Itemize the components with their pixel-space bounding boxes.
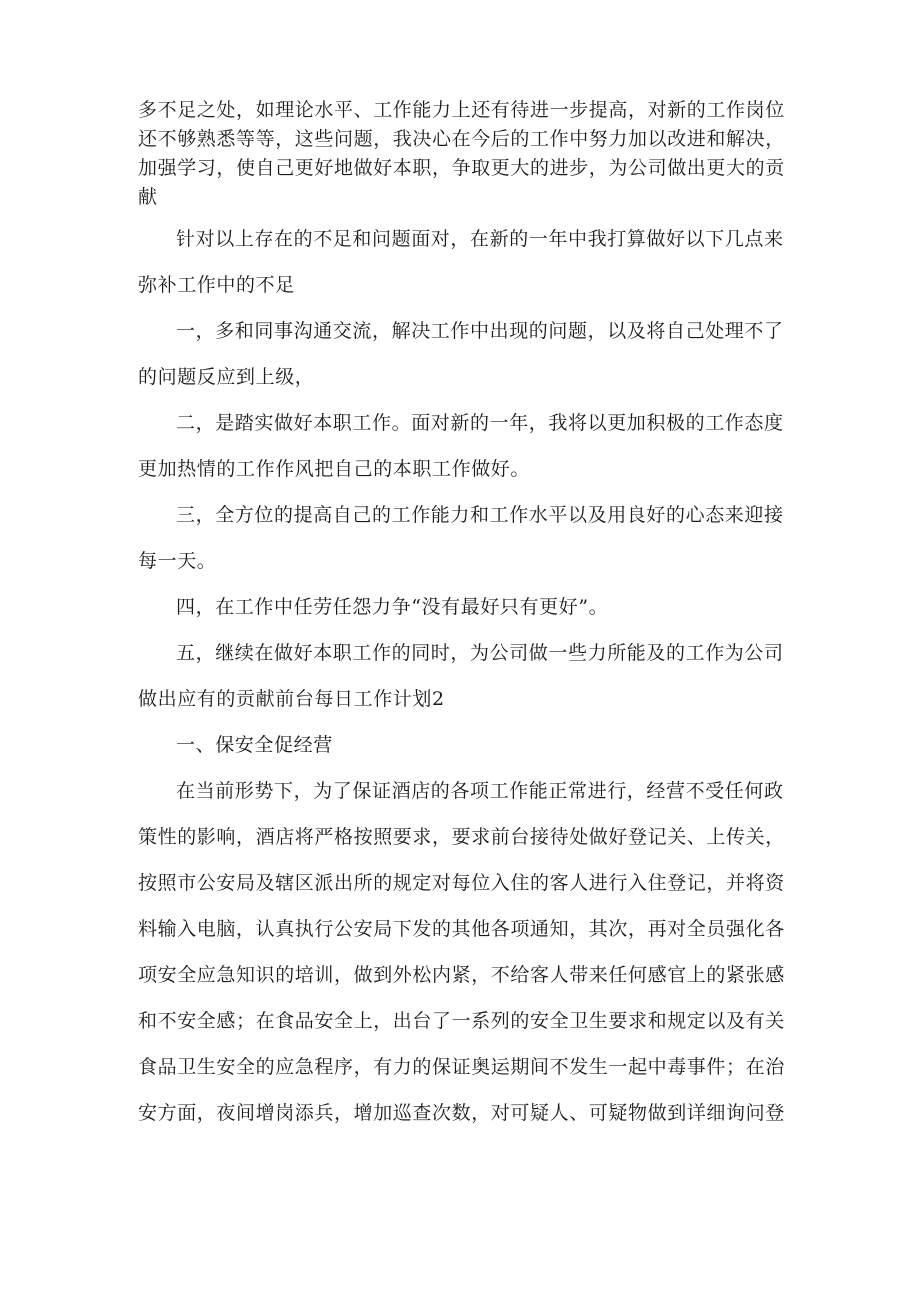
paragraph-safety-body: 在当前形势下，为了保证酒店的各项工作能正常进行，经营不受任何政策性的影响，酒店将严格按照要求，要求前台接待处做好登记关、上传关，按照市公安局及辖区派出所的规定对每位入住的客人进行入住登记，并将资料输入电脑，认真执行公安局下发的其他各项通知，其次，再对全员强化各项安全应急知识的培训，做到外松内紧，不给客人带来任何感官上的紧张感和不安全感；在食品安全上，出台了一系列的安全卫生要求和规定以及有关食品卫生安全的应急程序，有力的保证奥运期间不发生一起中毒事件；在治安方面，夜间增岗添兵，增加巡查次数，对可疑人、可疑物做到详细询问登 <box>138 780 785 1124</box>
paragraph-item-five: 五，继续在做好本职工作的同时，为公司做一些力所能及的工作为公司做出应有的贡献前台每日工作计划2 <box>138 642 784 710</box>
section-heading-safety: 一、保安全促经营 <box>176 734 333 756</box>
paragraph-plan-intro: 针对以上存在的不足和问题面对，在新的一年中我打算做好以下几点来弥补工作中的不足 <box>138 228 784 296</box>
paragraph-item-four: 四，在工作中任劳任怨力争“没有最好只有更好”。 <box>176 596 609 618</box>
paragraph-item-one: 一，多和同事沟通交流，解决工作中出现的问题，以及将自己处理不了的问题反应到上级， <box>138 320 784 388</box>
paragraph-item-three: 三，全方位的提高自己的工作能力和工作水平以及用良好的心态来迎接每一天。 <box>138 504 784 572</box>
paragraph-item-two: 二，是踏实做好本职工作。面对新的一年，我将以更加积极的工作态度更加热情的工作作风把自己的本职工作做好。 <box>138 412 784 480</box>
paragraph-continuation: 多不足之处，如理论水平、工作能力上还有待进一步提高，对新的工作岗位还不够熟悉等等，这些问题，我决心在今后的工作中努力加以改进和解决，加强学习，使自己更好地做好本职，争取更大的进步，为公司做出更大的贡献 <box>138 99 785 208</box>
